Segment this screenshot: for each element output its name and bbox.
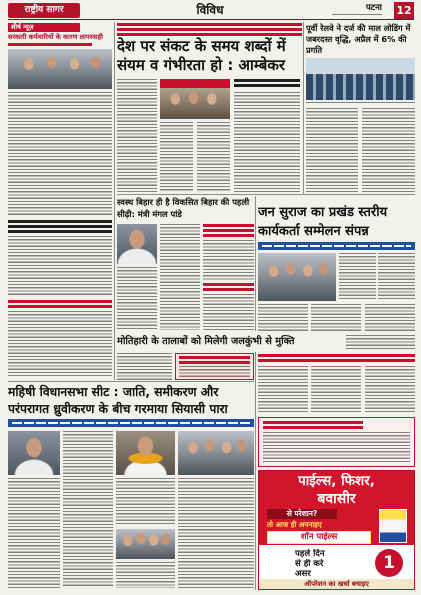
railway-headline: पूर्वी रेलवे ने दर्ज की माल लोडिंग में जबरदस्त वृद्धि, अप्रैल में 6% की प्रगति (306, 23, 411, 55)
ad-claim-line2: से ही करे (295, 559, 324, 569)
edition-city: पटना (365, 3, 382, 13)
candidates-photo (116, 529, 175, 559)
right-brief-body-3 (365, 366, 415, 414)
column-rule (114, 22, 115, 380)
health-headline: स्वस्थ बिहार ही है विकसित बिहार की पहली सीढ़ी: मंत्री मंगल पांडे (117, 197, 250, 219)
candidate-photo (8, 431, 60, 475)
left-story-body-2 (8, 236, 112, 297)
highlight-box (175, 353, 254, 380)
ad-day-badge: 1 (375, 549, 403, 577)
product-pack-image (379, 509, 407, 543)
right-brief-body (258, 366, 308, 414)
left-story-photo (8, 49, 112, 89)
brief-headline-2 (203, 283, 254, 291)
jan-suraaj-photo (258, 253, 336, 301)
mahishi-body (8, 478, 60, 588)
railway-story-body (306, 108, 358, 192)
lead-story-photo (160, 79, 230, 119)
top-strap-headline (117, 23, 302, 36)
side-brief-headline (234, 79, 300, 89)
right-brief-body-2 (311, 366, 361, 414)
jan-suraaj-body-5 (365, 304, 415, 331)
ad-line1: पाईल्स, फिशर, (298, 473, 375, 489)
left-story-headline: सरकारी कर्मचारियों के कारण लापरवाही (8, 33, 103, 41)
jan-suraaj-body (339, 253, 376, 301)
page-number: 12 (394, 2, 414, 19)
side-brief-body (234, 92, 300, 192)
ad-line4: तो आज ही अपनाइए (267, 520, 322, 529)
motihari-headline: मोतिहारी के तालाबों को मिलेगी जलकुंभी से मुक्ति (117, 336, 295, 347)
lead-headline-line2: संयम व गंभीरता हो : आम्बेकर (117, 56, 285, 74)
railway-story-body-2 (362, 108, 415, 192)
dateline (332, 14, 382, 17)
jan-suraaj-body-2 (378, 253, 415, 301)
left-subheadline-2 (8, 300, 112, 308)
left-story-headline-continued (8, 43, 92, 46)
strap-text (262, 245, 411, 247)
train-photo-caption (306, 102, 415, 105)
mahishi-headline-line1: महिषी विधानसभा सीट : जाति, समीकरण और (8, 385, 219, 399)
header-rule (8, 19, 414, 20)
lead-story-body (117, 79, 157, 192)
candidate-photo-3 (178, 431, 254, 475)
health-story-body-2 (160, 224, 200, 330)
ad-claim-line3: असर (295, 569, 311, 579)
column-rule (303, 22, 304, 194)
masthead: राष्ट्रीय सागर (8, 3, 80, 18)
right-brief-headline (258, 354, 415, 362)
column-rule (255, 352, 256, 590)
ad-line3: से परेशान? (267, 509, 337, 519)
section-divider (8, 381, 254, 382)
column-rule (255, 196, 256, 331)
ad-line2: बवासीर (317, 491, 356, 507)
section-title: विविध (196, 3, 224, 17)
mahishi-body-4 (116, 562, 175, 588)
left-subheadline (8, 220, 112, 233)
ad-footer: ऑपरेशन का खर्चा बचाइए (259, 579, 414, 589)
health-story-body (117, 267, 157, 330)
jan-suraaj-body-4 (311, 304, 361, 331)
candidate-photo-2 (116, 431, 175, 475)
jan-suraaj-headline-line2: कार्यकर्ता सम्मेलन संपन्न (258, 224, 369, 239)
jan-suraaj-body-3 (258, 304, 308, 331)
mahishi-body-3 (116, 478, 175, 526)
motihari-body (117, 353, 172, 380)
highlight-box-headline (179, 356, 250, 364)
minister-photo (117, 224, 157, 264)
notice-box-headline (263, 421, 363, 429)
notice-box (258, 417, 415, 467)
train-photo (306, 58, 415, 100)
lead-story-body-2 (160, 122, 193, 192)
brief-body-2 (203, 294, 254, 330)
section-label: शीर्ष न्यूज़ (8, 23, 80, 32)
mahishi-body-2 (63, 431, 113, 588)
section-divider (117, 194, 415, 195)
lead-headline-line1: देश पर संकट के समय शब्दों में (117, 37, 286, 55)
motihari-side-text (346, 335, 415, 351)
highlight-box-body (179, 366, 250, 377)
jan-suraaj-strap (258, 242, 415, 250)
notice-box-body (263, 432, 410, 464)
jan-suraaj-headline-line1: जन सुराज का प्रखंड स्तरीय (258, 205, 388, 220)
strap-text (12, 422, 250, 424)
brief-headline (203, 224, 254, 237)
ad-claim-line1: पहले दिन (295, 549, 325, 559)
mahishi-headline-line2: परंपरागत ध्रुवीकरण के बीच गरमाया सियासी पारा (8, 402, 228, 416)
mahishi-strap (8, 419, 254, 427)
left-story-body-3 (8, 311, 112, 378)
piles-advertisement (258, 470, 415, 590)
lead-story-body-3 (197, 122, 230, 192)
brief-body (203, 240, 254, 280)
ad-brand: शॉन पाईल्स (267, 531, 371, 544)
ad-banner (259, 471, 414, 545)
left-story-body (8, 92, 112, 217)
mahishi-body-5 (178, 478, 254, 588)
